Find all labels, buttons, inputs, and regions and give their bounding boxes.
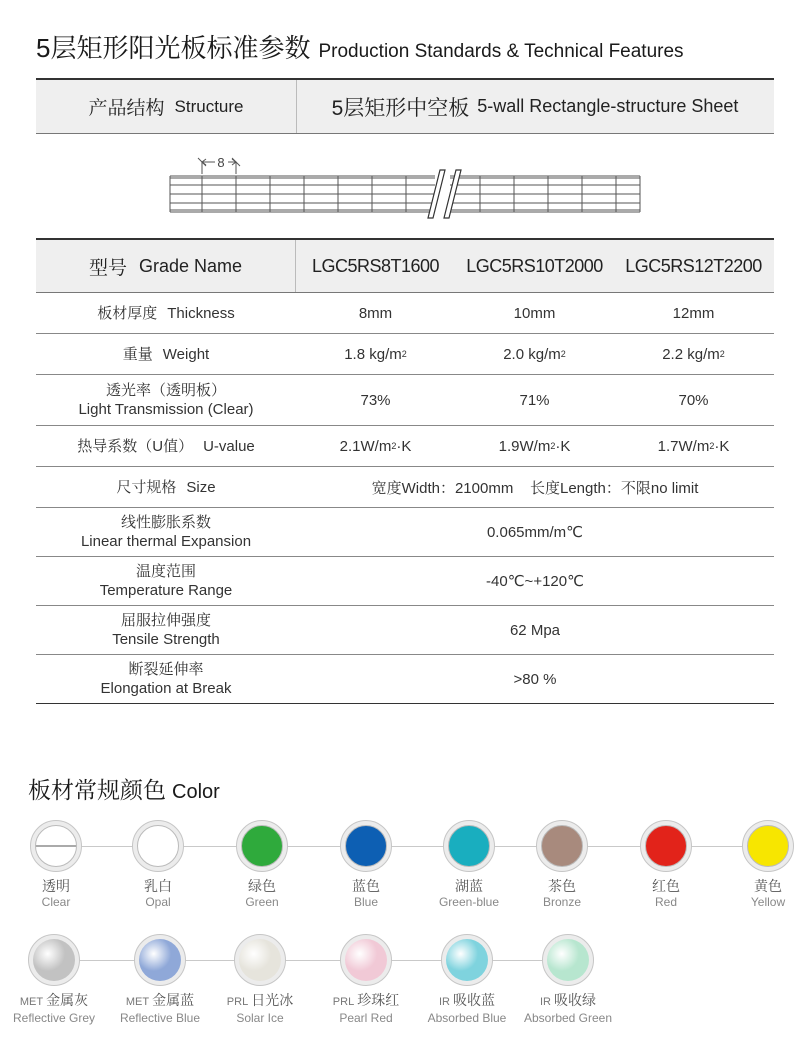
swatch-color-dot [547,939,589,981]
swatch-name-cn [311,878,421,895]
weight-label [36,334,296,374]
structure-value [296,80,774,133]
uvalue-value-2: 1.9W/m 2 ·K [498,437,571,455]
weight-value-1-text: 1.8 kg/m [344,345,402,363]
color-swatch [103,820,213,910]
size-label-en: Size [186,478,216,496]
swatch-name-en: Absorbed Green [523,1011,613,1025]
spec-header-row [36,238,774,293]
swatch-name-en: Bronze [542,895,582,909]
swatch-color-dot [645,825,687,867]
page-title-cn: 5层矩形阳光板标准参数 [36,33,311,63]
swatch-name-cn-text: 金属蓝 [152,992,195,1008]
structure-value-en: 5-wall Rectangle-structure Sheet [477,96,739,116]
thickness-value-1: 8mm [358,304,393,322]
swatch-ring [132,820,184,872]
swatch-color-dot [241,825,283,867]
swatch-color-dot [448,825,490,867]
temperature-value: -40℃~+120℃ [486,573,584,590]
swatch-name-cn-text: 透明 [42,878,70,894]
size-label-cn: 尺寸规格 [116,478,177,496]
swatch-prefix: IR [540,996,551,1008]
swatch-name-cn [507,878,617,895]
elongation-label [36,655,296,703]
temperature-label [36,557,296,605]
weight-label-en: Weight [162,345,210,363]
tensile-label-cn: 屈服拉伸强度 [120,612,211,629]
swatch-name-cn-text: 金属灰 [46,992,89,1008]
swatch-name-en: Absorbed Blue [427,1011,507,1025]
swatch-name-cn-text: 乳白 [144,878,172,894]
swatch-name-en: Green [245,895,279,909]
color-swatch [507,820,617,910]
swatch-ring [234,934,286,986]
swatch-color-dot [33,939,75,981]
thickness-label [36,293,296,333]
color-swatch [205,934,315,1026]
color-title-en: Color [172,781,220,803]
color-title-cn: 板材常规颜色 [28,777,166,803]
color-swatch [1,820,111,910]
grade-name-header [36,240,296,292]
size-label [36,467,296,507]
weight-value-3: 2.2 kg/m 2 [662,345,725,363]
thickness-value-2: 10mm [513,304,556,322]
swatch-name-en: Red [654,895,677,909]
elongation-label-cn: 断裂延伸率 [128,661,204,678]
weight-label-cn: 重量 [122,345,153,363]
swatch-ring [536,820,588,872]
swatch-ring [28,934,80,986]
swatch-color-dot [139,939,181,981]
swatch-name-cn [207,878,317,895]
color-swatch [713,820,805,910]
thickness-label-en: Thickness [167,304,235,322]
swatch-name-cn-text: 红色 [652,878,680,894]
color-row-2 [0,934,805,1034]
structure-diagram [160,150,650,222]
color-swatch [513,934,623,1026]
swatch-name-cn [611,878,721,895]
swatch-prefix: MET [19,996,44,1008]
swatch-ring [236,820,288,872]
swatch-ring [340,820,392,872]
structure-label-en: Structure [174,96,244,116]
expansion-label-en: Linear thermal Expansion [80,533,252,550]
swatch-name-cn [205,992,315,1011]
weight-value-2-text: 2.0 kg/m [503,345,561,363]
color-swatch [207,820,317,910]
swatch-name-cn [311,992,421,1011]
uvalue-value-3-text: 1.7W/m [657,437,710,455]
grade-3: LGC5RS12T2200 [625,255,762,276]
swatch-name-cn [1,878,111,895]
swatch-ring [340,934,392,986]
elongation-label-en: Elongation at Break [100,680,232,697]
swatch-name-cn [0,992,109,1011]
swatch-name-cn-text: 绿色 [248,878,276,894]
weight-value-2: 2.0 kg/m 2 [503,345,566,363]
swatch-name-cn-text: 蓝色 [352,878,380,894]
uvalue-unit-suffix-2: ·K [555,437,571,455]
thickness-label-cn: 板材厚度 [97,304,158,322]
color-section-title [28,772,220,805]
swatch-color-dot [345,825,387,867]
swatch-prefix: IR [439,996,450,1008]
uvalue-value-1: 2.1W/m 2 ·K [339,437,412,455]
swatch-ring [542,934,594,986]
uvalue-value-1-text: 2.1W/m [339,437,392,455]
cross-section-drawing [160,150,650,222]
weight-value-3-text: 2.2 kg/m [662,345,720,363]
color-swatch [311,934,421,1026]
uvalue-label [36,426,296,466]
expansion-label-cn: 线性膨胀系数 [120,514,211,531]
transmission-value-3: 70% [678,391,709,409]
structure-label-cn: 产品结构 [88,98,165,119]
swatch-name-en: Pearl Red [339,1011,393,1025]
swatch-name-cn [103,878,213,895]
structure-band [36,78,774,134]
swatch-color-dot [541,825,583,867]
color-swatch [105,934,215,1026]
swatch-color-dot [239,939,281,981]
tensile-value: 62 Mpa [509,621,561,639]
swatch-name-cn-text: 吸收蓝 [453,992,495,1008]
swatch-name-en: Reflective Blue [119,1011,201,1025]
swatch-color-dot [35,825,77,867]
expansion-row [36,508,774,557]
weight-value-1: 1.8 kg/m 2 [344,345,407,363]
color-swatch [611,820,721,910]
swatch-color-dot [747,825,789,867]
structure-value-cn: 5层矩形中空板 [331,96,470,120]
swatch-name-cn [412,992,522,1011]
weight-row [36,334,774,375]
grade-2: LGC5RS10T2000 [466,255,603,276]
swatch-name-en: Opal [145,895,171,909]
swatch-name-en: Yellow [750,895,786,909]
thickness-row [36,293,774,334]
uvalue-unit-suffix-1: ·K [396,437,412,455]
swatch-ring [443,820,495,872]
temperature-label-en: Temperature Range [99,582,233,599]
elongation-value: >80 % [513,670,557,688]
swatch-prefix: MET [125,996,150,1008]
swatch-name-cn-text: 湖蓝 [455,878,483,894]
color-row-1 [0,820,805,920]
uvalue-value-3: 1.7W/m 2 ·K [657,437,730,455]
grade-name-header-en: Grade Name [138,255,243,276]
grade-1: LGC5RS8T1600 [311,255,440,276]
structure-label [36,80,296,133]
color-swatch [0,934,109,1026]
swatch-name-en: Green-blue [438,895,500,909]
dimension-label: 8 [217,155,225,170]
swatch-prefix: PRL [226,996,249,1008]
expansion-label [36,508,296,556]
swatch-name-cn-text: 黄色 [754,878,782,894]
swatch-name-en: Reflective Grey [12,1011,96,1025]
tensile-label-en: Tensile Strength [112,631,220,648]
swatch-ring [441,934,493,986]
transmission-label-en: Light Transmission (Clear) [78,401,254,418]
swatch-ring [742,820,794,872]
swatch-name-cn-text: 珍珠红 [357,992,400,1008]
transmission-value-2: 71% [519,391,550,409]
transmission-value-1: 73% [360,391,391,409]
swatch-name-cn-text: 茶色 [548,878,576,894]
size-value: 宽度Width：2100mm 长度Length：不限no limit [371,479,699,497]
swatch-color-dot [137,825,179,867]
size-row [36,467,774,508]
swatch-ring [134,934,186,986]
color-swatch [311,820,421,910]
swatch-color-dot [446,939,488,981]
transmission-row [36,375,774,426]
uvalue-value-2-text: 1.9W/m [498,437,551,455]
temperature-row [36,557,774,606]
expansion-value: 0.065mm/m℃ [486,524,584,541]
uvalue-label-cn: 热导系数（U值） [77,437,194,455]
grade-name-header-cn: 型号 [88,257,127,279]
swatch-name-cn-text: 日光冰 [251,992,294,1008]
elongation-row [36,655,774,704]
temperature-label-cn: 温度范围 [135,563,196,580]
swatch-name-cn-text: 吸收绿 [554,992,596,1008]
tensile-row [36,606,774,655]
swatch-ring [640,820,692,872]
swatch-name-en: Solar Ice [236,1011,284,1025]
uvalue-unit-suffix-3: ·K [714,437,730,455]
swatch-name-en: Blue [353,895,379,909]
transmission-label [36,375,296,425]
uvalue-row [36,426,774,467]
swatch-ring [30,820,82,872]
swatch-name-cn [713,878,805,895]
spec-table [36,238,774,704]
uvalue-label-en: U-value [203,437,255,455]
swatch-name-cn [513,992,623,1011]
swatch-color-dot [345,939,387,981]
color-swatch [412,934,522,1026]
tensile-label [36,606,296,654]
swatch-prefix: PRL [332,996,355,1008]
transmission-label-cn: 透光率（透明板） [105,382,226,399]
thickness-value-3: 12mm [672,304,715,322]
page-title-en: Production Standards & Technical Features [318,41,684,62]
swatch-name-en: Clear [41,895,71,909]
page-title [36,28,684,65]
swatch-name-cn [105,992,215,1011]
